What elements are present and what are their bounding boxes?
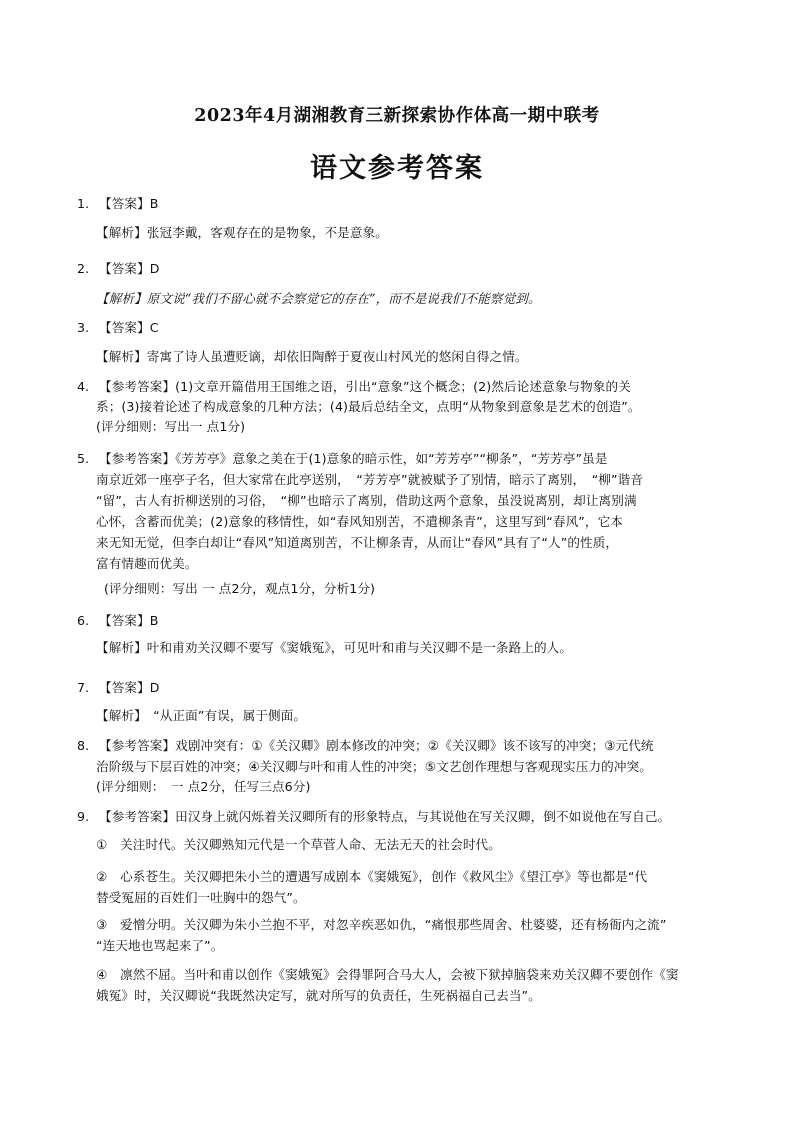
q6-analysis: 【解析】叶和甫劝关汉卿不要写《窦娥冤》，可见叶和甫与关汉卿不是一条路上的人。: [96, 640, 573, 655]
q9-point-3-line-2: “连天地也骂起来了”。: [96, 938, 224, 953]
q5-line-6: 富有情趣而优美。: [96, 556, 198, 571]
q9-point-3-line-1: ③ 爱憎分明。关汉卿为朱小兰抱不平，对忽辛疾恶如仇，“痛恨那些周舍、杜婆婆，还有杨衙内之流”: [96, 917, 667, 932]
q8-line-2: 治阶级与下层百姓的冲突；④关汉卿与叶和甫人性的冲突；⑤文艺创作理想与客观现实压力的冲突。: [96, 759, 652, 774]
q6-answer-line: [77, 610, 159, 629]
q4-text-1: 【参考答案】(1)文章开篇借用王国维之语，引出“意象”这个概念；(2)然后论述意象与物象的关: [99, 379, 631, 394]
page-subtitle: 语文参考答案: [310, 153, 484, 184]
q3-answer-line: [77, 317, 159, 336]
q2-number: 2.: [77, 261, 90, 276]
q2-analysis: 【解析】原文说“我们不留心就不会察觉它的存在”，而不是说我们不能察觉到。: [96, 291, 541, 306]
q7-number: 7.: [77, 680, 90, 695]
q8-text-1: 【参考答案】戏剧冲突有：①《关汉卿》剧本修改的冲突；②《关汉卿》该不该写的冲突；③元代统: [99, 738, 654, 753]
q8-scoring: (评分细则： 一 点2分，任写三点6分): [96, 779, 311, 794]
q9-intro-line: [77, 806, 670, 825]
q3-answer: 【答案】C: [99, 320, 159, 335]
q1-answer-line: [77, 193, 159, 212]
q7-answer-line: [77, 677, 160, 696]
q3-number: 3.: [77, 320, 90, 335]
q7-answer: 【答案】D: [99, 680, 160, 695]
q5-line-1: [77, 448, 608, 467]
q9-intro: 【参考答案】田汉身上就闪烁着关汉卿所有的形象特点，与其说他在写关汉卿，倒不如说他在写自己。: [99, 809, 671, 824]
q1-number: 1.: [77, 196, 90, 211]
q9-point-4-line-1: ④ 凛然不屈。当叶和甫以创作《窦娥冤》会得罪阿合马大人，会被下狱掉脑袋来劝关汉卿不要创作《窦: [96, 967, 679, 982]
q2-answer: 【答案】D: [99, 261, 160, 276]
exam-title: 2023年4月湖湘教育三新探索协作体高一期中联考: [194, 106, 600, 126]
q5-line-3: “留”，古人有折柳送别的习俗， “柳”也暗示了离别，借助这两个意象，虽没说离别，却让离别满: [96, 493, 637, 508]
q4-line-2: 系；(3)接着论述了构成意象的几种方法；(4)最后总结全文，点明“从物象到意象是艺术的创造”。: [96, 399, 641, 414]
q6-number: 6.: [77, 613, 90, 628]
q8-number: 8.: [77, 738, 90, 753]
q8-line-1: [77, 735, 654, 754]
q5-line-2: 南京近郊一座亭子名，但大家常在此亭送别， “芳芳亭”就被赋予了别情，暗示了离别， “柳”谐音: [96, 472, 644, 487]
q4-number: 4.: [77, 379, 90, 394]
q1-analysis: 【解析】张冠李戴，客观存在的是物象，不是意象。: [96, 225, 388, 240]
q9-point-2-line-2: 替受冤屈的百姓们一吐胸中的怨气”。: [96, 890, 306, 905]
q5-number: 5.: [77, 451, 90, 466]
q2-answer-line: [77, 258, 160, 277]
q9-point-4-line-2: 娥冤》时，关汉卿说“我既然决定写，就对所写的负责任，生死祸福自己去当”。: [96, 988, 541, 1003]
q5-text-1: 【参考答案】《芳芳亭》意象之美在于(1)意象的暗示性，如“芳芳亭”“柳条”，“芳芳亭”虽是: [99, 451, 608, 466]
q9-number: 9.: [77, 809, 90, 824]
q5-scoring: (评分细则：写出 一 点2分，观点1分，分析1分): [104, 581, 376, 596]
q7-analysis: 【解析】 “从正面”有误，属于侧面。: [96, 708, 307, 723]
q5-line-5: 来无知无觉，但李白却让“春风”知道离别苦，不让柳条青，从而让“春风”具有了“人”的性质，: [96, 535, 619, 550]
q9-point-1: ① 关注时代。关汉卿熟知元代是一个草菅人命、无法无天的社会时代。: [96, 837, 501, 852]
q9-point-2-line-1: ② 心系苍生。关汉卿把朱小兰的遭遇写成剧本《窦娥冤》，创作《救风尘》《望江亭》等也都是“代: [96, 869, 648, 884]
q4-line-1: [77, 376, 631, 395]
q1-answer: 【答案】B: [99, 196, 159, 211]
q4-scoring: (评分细则：写出一 点1分): [96, 419, 246, 434]
q6-answer: 【答案】B: [99, 613, 159, 628]
q5-line-4: 心怀，含蓄而优美；(2)意象的移情性，如“春风知别苦，不遣柳条青”，这里写到“春风”，它本: [96, 514, 623, 529]
q3-analysis: 【解析】寄寓了诗人虽遭贬谪，却依旧陶醉于夏夜山村风光的悠闲自得之情。: [96, 349, 528, 364]
